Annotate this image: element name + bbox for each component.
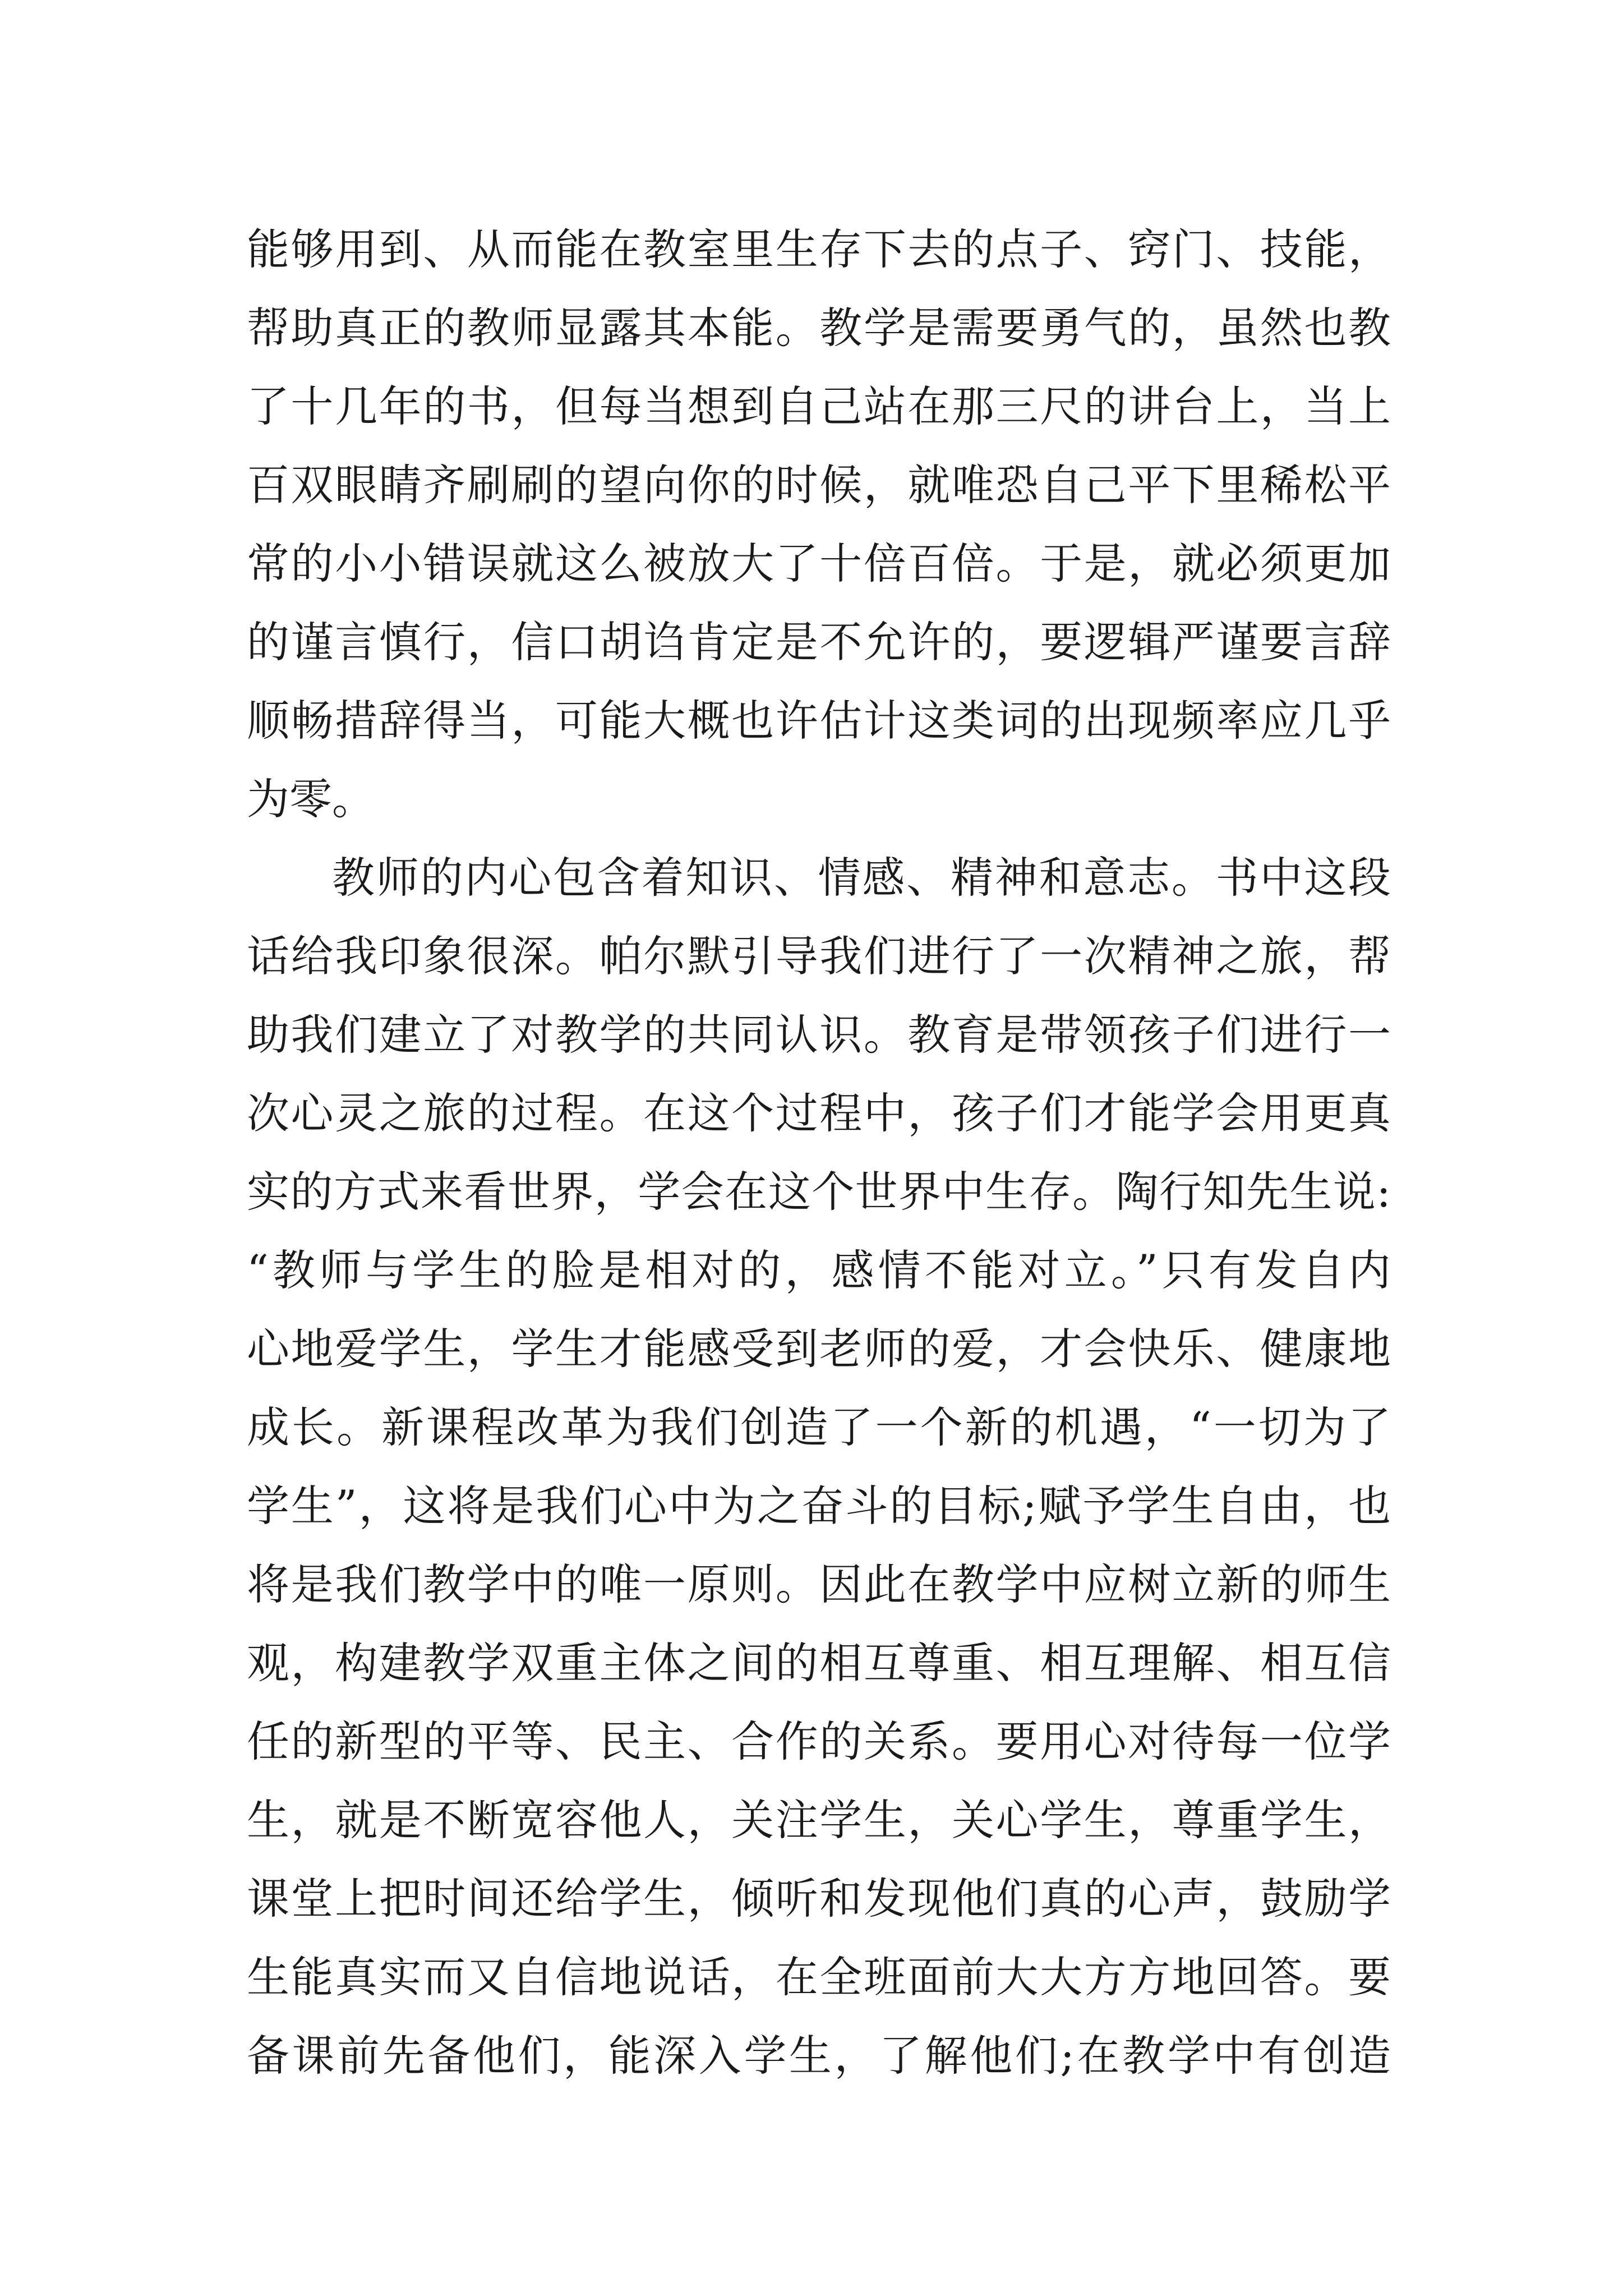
text-line: 成长。新课程改革为我们创造了一个新的机遇，“一切为了 xyxy=(247,1402,1391,1452)
text-line: 学生”，这将是我们心中为之奋斗的目标;赋予学生自由，也 xyxy=(247,1481,1391,1531)
text-line: 助我们建立了对教学的共同认识。教育是带领孩子们进行一 xyxy=(247,1010,1391,1060)
text-line: 能够用到、从而能在教室里生存下去的点子、窍门、技能， xyxy=(247,224,1391,274)
text-line: 心地爱学生，学生才能感受到老师的爱，才会快乐、健康地 xyxy=(247,1324,1391,1374)
text-line: 任的新型的平等、民主、合作的关系。要用心对待每一位学 xyxy=(247,1717,1391,1766)
text-line: 课堂上把时间还给学生，倾听和发现他们真的心声，鼓励学 xyxy=(247,1874,1391,1924)
text-line: 观，构建教学双重主体之间的相互尊重、相互理解、相互信 xyxy=(247,1638,1391,1688)
paragraph-1 xyxy=(247,210,1391,839)
text-line: 顺畅措辞得当，可能大概也许估计这类词的出现频率应几乎 xyxy=(247,696,1391,746)
text-line: 帮助真正的教师显露其本能。教学是需要勇气的，虽然也教 xyxy=(247,303,1391,353)
text-line: 的谨言慎行，信口胡诌肯定是不允许的，要逻辑严谨要言辞 xyxy=(247,617,1391,667)
text-line: 生，就是不断宽容他人，关注学生，关心学生，尊重学生， xyxy=(247,1795,1391,1845)
text-line: 次心灵之旅的过程。在这个过程中，孩子们才能学会用更真 xyxy=(247,1088,1391,1138)
text-line: 生能真实而又自信地说话，在全班面前大大方方地回答。要 xyxy=(247,1952,1391,2002)
text-line: 百双眼睛齐刷刷的望向你的时候，就唯恐自己平下里稀松平 xyxy=(247,460,1391,510)
text-line: 将是我们教学中的唯一原则。因此在教学中应树立新的师生 xyxy=(247,1559,1391,1609)
text-line: 了十几年的书，但每当想到自己站在那三尺的讲台上，当上 xyxy=(247,381,1391,431)
paragraph-2 xyxy=(247,839,1391,2095)
document-body xyxy=(247,210,1391,2095)
text-line: “教师与学生的脸是相对的，感情不能对立。”只有发自内 xyxy=(247,1245,1391,1295)
text-line: 话给我印象很深。帕尔默引导我们进行了一次精神之旅，帮 xyxy=(247,931,1391,981)
text-line: 常的小小错误就这么被放大了十倍百倍。于是，就必须更加 xyxy=(247,539,1391,588)
text-line: 实的方式来看世界，学会在这个世界中生存。陶行知先生说: xyxy=(247,1167,1391,1217)
text-line: 教师的内心包含着知识、情感、精神和意志。书中这段 xyxy=(332,853,1391,903)
text-line: 为零。 xyxy=(247,774,375,824)
text-line: 备课前先备他们，能深入学生，了解他们;在教学中有创造 xyxy=(247,2031,1391,2081)
